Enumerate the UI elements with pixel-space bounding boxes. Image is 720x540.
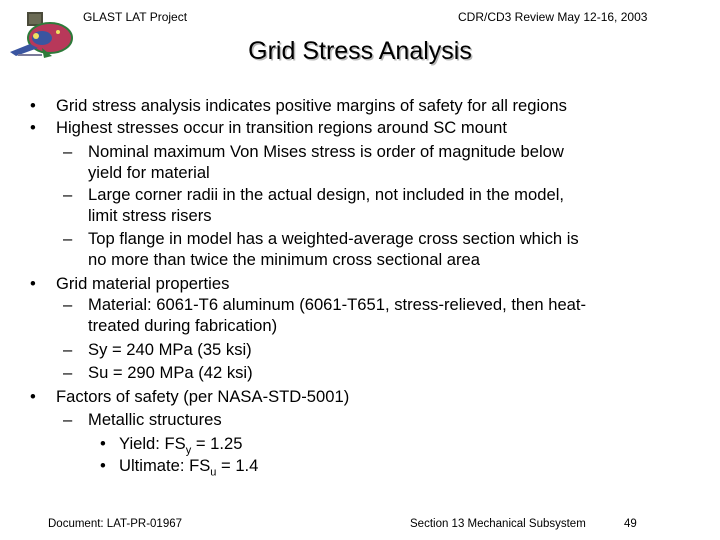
dash-marker: – [63, 410, 73, 429]
bullet-marker: • [100, 456, 106, 475]
ultimate-label: Ultimate: FS [119, 456, 211, 475]
bullet-marker: • [100, 434, 106, 453]
dash-marker: – [63, 142, 73, 161]
sub-sub-yield-factor [119, 433, 242, 455]
sub-top-flange-line2: no more than twice the minimum cross sectional area [88, 250, 480, 269]
sub-metallic-structures: Metallic structures [88, 410, 222, 429]
sub-corner-radii-line1: Large corner radii in the actual design, not included in the model, [88, 185, 564, 204]
sub-von-mises-line1: Nominal maximum Von Mises stress is order of magnitude below [88, 142, 564, 161]
slide-title: Grid Stress Analysis [248, 37, 472, 65]
sub-material-line2: treated during fabrication) [88, 316, 278, 335]
dash-marker: – [63, 229, 73, 248]
bullet-marker: • [30, 274, 36, 293]
bullet-highest-stresses: Highest stresses occur in transition regions around SC mount [56, 118, 508, 137]
sub-top-flange-line1: Top flange in model has a weighted-average cross section which is [88, 229, 579, 248]
dash-marker: – [63, 363, 73, 382]
bullet-marker: • [30, 118, 36, 137]
bullet-marker: • [30, 387, 36, 406]
sub-ultimate-strength: Su = 290 MPa (42 ksi) [88, 363, 253, 382]
dash-marker: – [63, 185, 73, 204]
header-project: GLAST LAT Project [83, 10, 188, 24]
sub-corner-radii-line2: limit stress risers [88, 206, 212, 225]
bullet-marker: • [30, 96, 36, 115]
footer-page-number: 49 [624, 518, 637, 530]
sub-yield-strength: Sy = 240 MPa (35 ksi) [88, 340, 252, 359]
yield-subscript: y [185, 444, 192, 457]
sub-material-line1: Material: 6061-T6 aluminum (6061-T651, stress-relieved, then heat- [88, 295, 587, 314]
bullet-factors-of-safety: Factors of safety (per NASA-STD-5001) [56, 387, 350, 406]
dash-marker: – [63, 340, 73, 359]
ultimate-value: = 1.4 [216, 456, 259, 475]
ultimate-subscript: u [210, 466, 217, 479]
bullet-margins-of-safety: Grid stress analysis indicates positive margins of safety for all regions [56, 96, 567, 115]
sub-sub-ultimate-factor [119, 455, 258, 477]
yield-label: Yield: FS [119, 434, 186, 453]
yield-value: = 1.25 [191, 434, 243, 453]
bullet-material-properties: Grid material properties [56, 274, 230, 293]
footer-document-id: Document: LAT-PR-01967 [48, 518, 183, 530]
header-review-date: CDR/CD3 Review May 12-16, 2003 [458, 10, 648, 24]
footer-section: Section 13 Mechanical Subsystem [410, 518, 586, 530]
sub-von-mises-line2: yield for material [88, 163, 210, 182]
dash-marker: – [63, 295, 73, 314]
